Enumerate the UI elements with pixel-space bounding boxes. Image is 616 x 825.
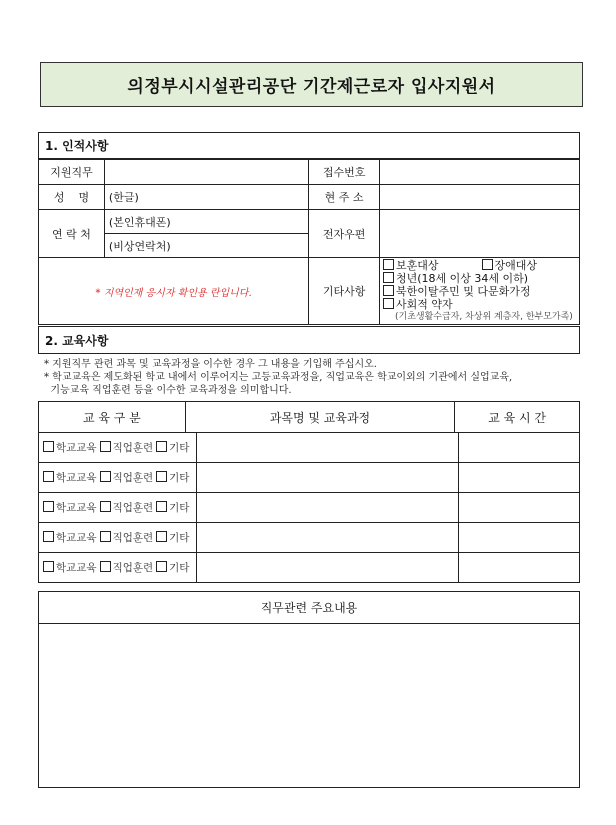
receipt-number-field[interactable] [379,160,579,185]
hours-field[interactable] [458,433,579,463]
edu-type-checkbox[interactable] [100,471,111,482]
education-row [39,523,580,553]
col-hours: 교 육 시 간 [455,402,580,433]
hours-field[interactable] [458,553,579,583]
veteran-checkbox[interactable] [383,259,394,270]
emergency-field[interactable] [104,234,308,258]
edu-type-checkbox[interactable] [156,561,167,572]
edu-type-checkbox[interactable] [156,471,167,482]
edu-type-label: 직업훈련 [112,562,154,574]
edu-type-cell [39,553,197,583]
edu-type-label: 학교교육 [56,562,97,574]
social-vulnerable-label: 사회적 약자 [395,298,453,311]
edu-type-label: 직업훈련 [112,442,154,454]
veteran-label: 보훈대상 [395,259,439,272]
education-table [38,401,580,433]
hours-field[interactable] [458,463,579,493]
education-note-1: * 지원직무 관련 과목 및 교육과정을 이수한 경우 그 내용을 기입해 주십시오. [44,359,377,370]
edu-type-label: 학교교육 [56,532,97,544]
defector-multicultural-checkbox[interactable] [383,285,394,296]
education-note-3: 기능교육 직업훈련 등을 이수한 교육과정을 의미합니다. [44,385,292,396]
name-label: 성 명 [39,185,105,210]
personal-info-table [38,159,580,325]
education-row [39,463,580,493]
job-label: 지원직무 [39,160,105,185]
page-title: 의정부시시설관리공단 기간제근로자 입사지원서 [40,62,583,107]
edu-type-label: 학교교육 [56,472,97,484]
other-options-row-3 [383,285,576,298]
edu-type-checkbox[interactable] [43,471,54,482]
course-field[interactable] [197,493,458,523]
address-label: 현 주 소 [309,185,380,210]
social-vulnerable-checkbox[interactable] [383,298,394,309]
other-options-cell [379,258,579,325]
section-personal-info-header: 1. 인적사항 [38,132,580,159]
edu-type-checkbox[interactable] [156,531,167,542]
course-field[interactable] [197,553,458,583]
edu-type-label: 학교교육 [56,442,97,454]
receipt-number-label: 접수번호 [309,160,380,185]
edu-type-checkbox[interactable] [100,501,111,512]
mobile-field[interactable] [104,210,308,234]
col-course: 과목명 및 교육과정 [185,402,454,433]
course-field[interactable] [197,523,458,553]
edu-type-cell [39,523,197,553]
youth-checkbox[interactable] [383,272,394,283]
defector-multicultural-label: 북한이탈주민 및 다문화가정 [395,285,531,298]
education-row [39,493,580,523]
hours-field[interactable] [458,493,579,523]
edu-type-label: 직업훈련 [112,532,154,544]
edu-type-checkbox[interactable] [100,561,111,572]
education-note-2: * 학교교육은 제도화된 학교 내에서 이루어지는 고등교육과정을, 직업교육은 학교이외의 기관에서 실업교육, [44,372,513,383]
education-row [39,553,580,583]
edu-type-label: 기타 [169,532,190,544]
other-options-row-4 [383,298,576,311]
course-field[interactable] [197,463,458,493]
hours-field[interactable] [458,523,579,553]
edu-type-checkbox[interactable] [43,501,54,512]
edu-type-label: 학교교육 [56,502,97,514]
social-vulnerable-detail: (기초생활수급자, 차상위 계층자, 한부모가족) [394,312,573,322]
edu-type-checkbox[interactable] [156,441,167,452]
disability-label: 장애대상 [494,259,538,272]
job-field[interactable] [104,160,308,185]
disability-checkbox[interactable] [482,259,493,270]
education-row [39,433,580,463]
emergency-hint: (비상연락처) [108,239,171,253]
edu-type-label: 기타 [169,562,190,574]
mobile-hint: (본인휴대폰) [108,215,171,229]
name-field[interactable] [104,185,308,210]
other-label: 기타사항 [309,258,380,325]
other-options-row-1 [383,259,576,272]
duty-title: 직무관련 주요내용 [39,592,580,624]
edu-type-label: 직업훈련 [112,502,154,514]
edu-type-checkbox[interactable] [100,441,111,452]
email-label: 전자우편 [309,210,380,258]
contact-label: 연 락 처 [39,210,105,258]
edu-type-checkbox[interactable] [43,441,54,452]
edu-type-checkbox[interactable] [43,531,54,542]
duty-table [38,591,580,788]
col-edu-type: 교 육 구 분 [39,402,186,433]
duty-content-field[interactable] [39,624,580,788]
section-education-header: 2. 교육사항 [38,326,580,354]
course-field[interactable] [197,433,458,463]
edu-type-checkbox[interactable] [43,561,54,572]
education-notes [44,358,584,397]
youth-label: 청년(18세 이상 34세 이하) [395,272,529,285]
local-talent-note: * 지역인재 응시자 확인용 란입니다. [39,258,309,325]
edu-type-label: 기타 [169,502,190,514]
edu-type-cell [39,463,197,493]
address-field[interactable] [379,185,579,210]
edu-type-label: 기타 [169,472,190,484]
edu-type-checkbox[interactable] [156,501,167,512]
other-options-row-2 [383,272,576,285]
edu-type-cell [39,433,197,463]
edu-type-label: 기타 [169,442,190,454]
email-field[interactable] [379,210,579,258]
name-hint: (한글) [108,191,139,204]
edu-type-checkbox[interactable] [100,531,111,542]
edu-type-cell [39,493,197,523]
education-rows [38,432,580,583]
edu-type-label: 직업훈련 [112,472,154,484]
